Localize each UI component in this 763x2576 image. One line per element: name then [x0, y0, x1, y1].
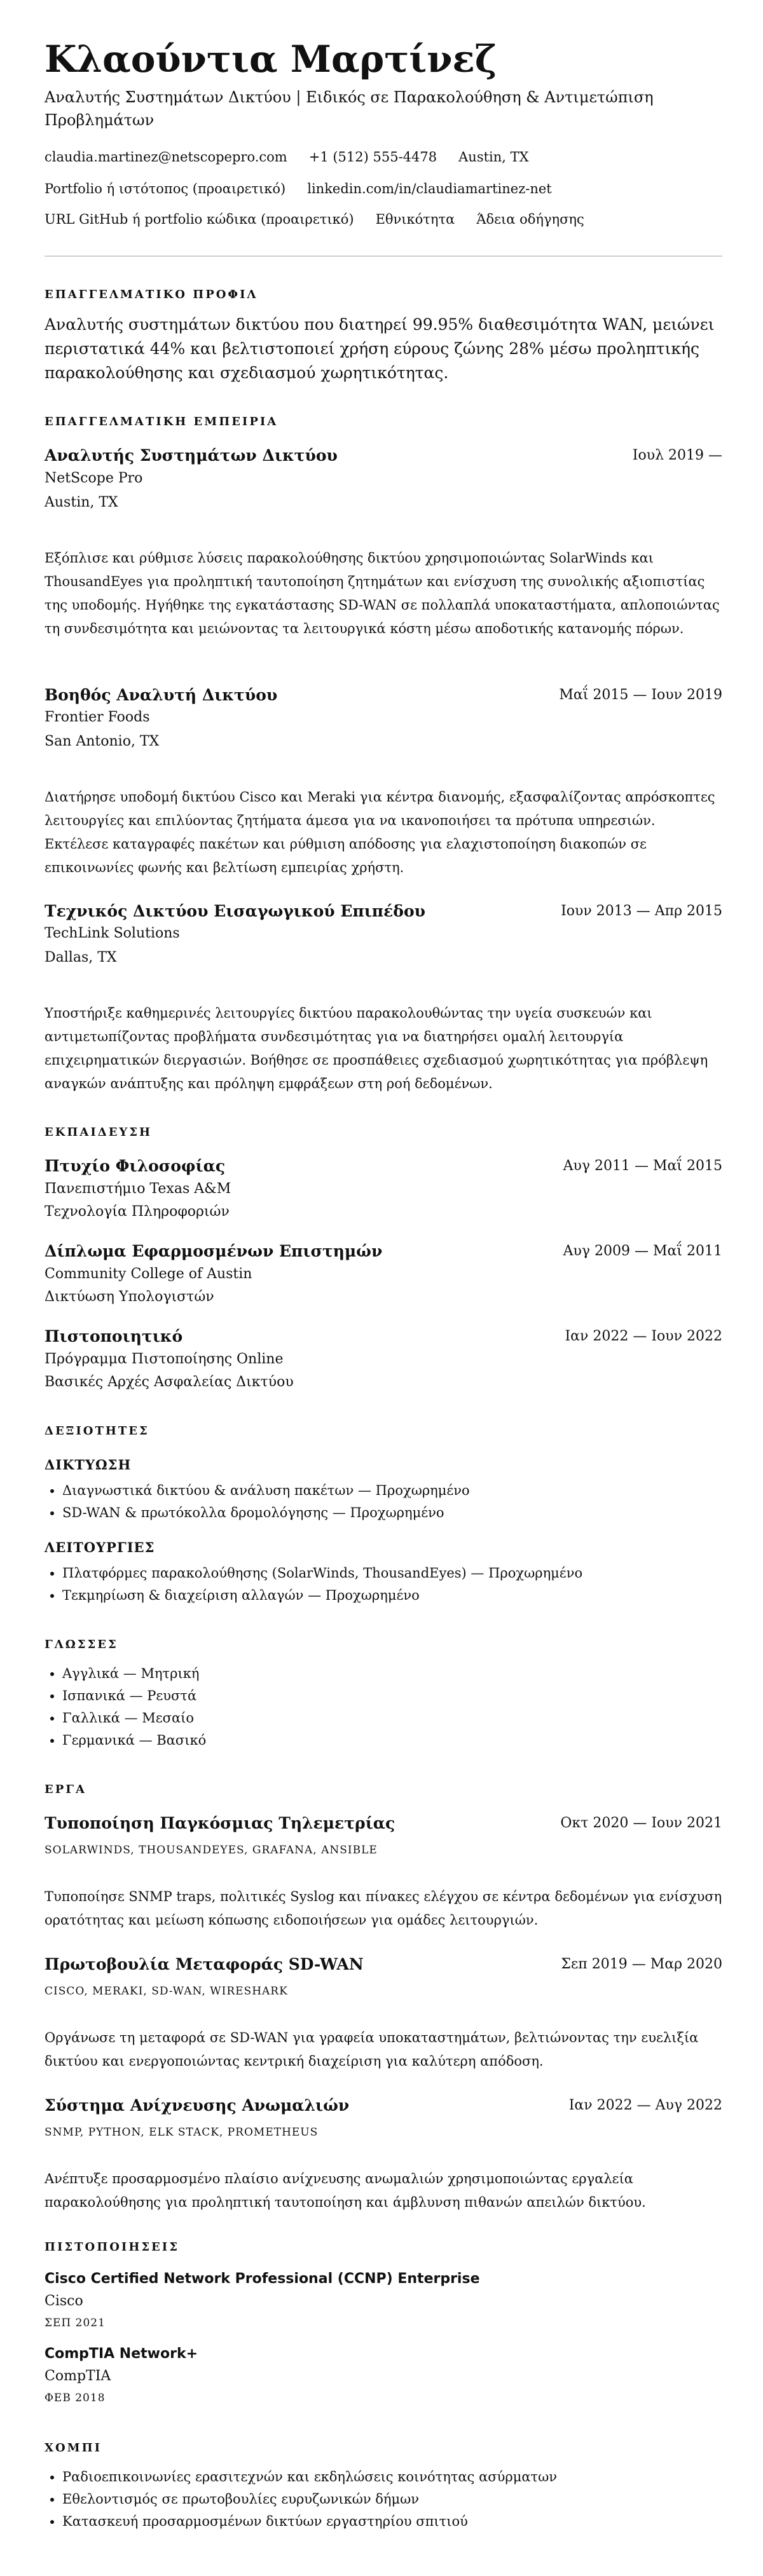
project-dates: Σεπ 2019 — Μαρ 2020 — [561, 1956, 722, 1972]
experience-description: Υποστήριξε καθημερινές λειτουργίες δικτύου παρακολουθώντας την υγεία συσκευών και αντιμετωπίζοντας προβλήματα συνδεσιμότητας για να διατηρήσει ομαλή λειτουργία επιχειρηματικών διεργασιών. Βοήθησε σε προσπάθειες σχεδιασμού χωρητικότητας για πρόβλεψη αναγκών ανάπτυξης και πρόληψη εμφράξεων στη ροή δεδομένων. — [45, 1005, 708, 1091]
skill-item: • SD-WAN & πρωτόκολλα δρομολόγησης — Προχωρημένο — [62, 1502, 470, 1524]
experience-role: Αναλυτής Συστημάτων Δικτύου — [45, 446, 338, 465]
education-field: Βασικές Αρχές Ασφαλείας Δικτύου — [45, 1374, 294, 1390]
contact-row-1 — [45, 147, 529, 167]
project-description: Οργάνωσε τη μεταφορά σε SD-WAN για γραφεία υποκαταστημάτων, βελτιώνοντας την ευελιξία δικτύου και ενεργοποιώντας κεντρική διαχείριση για καλύτερη απόδοση. — [45, 2030, 699, 2069]
languages-section-title: ΓΛΩΣΣΕΣ — [45, 1638, 118, 1651]
hobby-item: • Κατασκευή προσαρμοσμένων δικτύων εργαστηρίου σπιτιού — [62, 2511, 557, 2533]
education-dates: Ιαν 2022 — Ιουν 2022 — [565, 1328, 722, 1344]
experience-company: NetScope Pro — [45, 470, 143, 486]
github-link[interactable]: URL GitHub ή portfolio κώδικα (προαιρετικό) — [45, 212, 354, 227]
header-divider — [45, 256, 722, 257]
experience-dates: Ιουν 2013 — Απρ 2015 — [561, 903, 722, 919]
project-name: Σύστημα Ανίχνευσης Ανωμαλιών — [45, 2096, 350, 2115]
summary-text: Αναλυτής συστημάτων δικτύου που διατηρεί 99.95% διαθεσιμότητα WAN, μειώνει περιστατικά 44% και βελτιστοποιεί χρήση εύρους ζώνης 28% μέσω προληπτικής παρακολούθησης και σχεδιασμού χωρητικότητας. — [45, 315, 715, 382]
certification-name: CompTIA Network+ — [45, 2346, 198, 2362]
education-field: Δικτύωση Υπολογιστών — [45, 1289, 214, 1305]
skill-item: • Πλατφόρμες παρακολούθησης (SolarWinds, ThousandEyes) — Προχωρημένο — [62, 1562, 582, 1584]
education-dates: Αυγ 2011 — Μαΐ 2015 — [563, 1158, 722, 1174]
education-school: Community College of Austin — [45, 1266, 252, 1282]
experience-company: TechLink Solutions — [45, 925, 180, 941]
education-degree: Πτυχίο Φιλοσοφίας — [45, 1157, 226, 1175]
language-list — [45, 1663, 206, 1752]
candidate-name: Κλαούντια Μαρτίνεζ — [45, 37, 497, 81]
project-dates: Ιαν 2022 — Αυγ 2022 — [568, 2097, 722, 2113]
education-degree: Δίπλωμα Εφαρμοσμένων Επιστημών — [45, 1242, 383, 1260]
experience-role: Τεχνικός Δικτύου Εισαγωγικού Επιπέδου — [45, 902, 425, 920]
certification-name: Cisco Certified Network Professional (CCNP) Enterprise — [45, 2271, 480, 2287]
certification-issuer: CompTIA — [45, 2368, 111, 2384]
project-name: Πρωτοβουλία Μεταφοράς SD-WAN — [45, 1955, 364, 1973]
experience-description: Διατήρησε υποδομή δικτύου Cisco και Meraki για κέντρα διανομής, εξασφαλίζοντας απρόσκοπτες λειτουργίες και επιλύοντας ζητήματα άμεσα για να ικανοποιήσει τα πρότυπα υπηρεσιών. Εκτέλεσε καταγραφές πακέτων και ρύθμιση απόδοσης για ελαχιστοποίηση διακοπών σε επικοινωνίες φωνής και βελτίωση εμπειρίας χρήστη. — [45, 789, 715, 875]
hobby-list — [45, 2466, 557, 2533]
certification-issuer: Cisco — [45, 2293, 83, 2309]
experience-company: Frontier Foods — [45, 709, 150, 725]
experience-section-title: ΕΠΑΓΓΕΛΜΑΤΙΚΗ ΕΜΠΕΙΡΙΑ — [45, 415, 278, 428]
phone: +1 (512) 555-4478 — [308, 149, 437, 165]
summary-section-title: ΕΠΑΓΓΕΛΜΑΤΙΚΟ ΠΡΟΦΙΛ — [45, 288, 258, 301]
projects-section-title: ΕΡΓΑ — [45, 1783, 86, 1796]
project-description: Τυποποίησε SNMP traps, πολιτικές Syslog και πίνακες ελέγχου σε κέντρα δεδομένων για ενίσχυση ορατότητας και μείωση κόπωσης ειδοποιήσεων για ομάδες λειτουργιών. — [45, 1889, 722, 1928]
project-tags: SNMP, PYTHON, ELK STACK, PROMETHEUS — [45, 2126, 319, 2139]
hobbies-section-title: ΧΟΜΠΙ — [45, 2441, 102, 2455]
education-school: Πρόγραμμα Πιστοποίησης Online — [45, 1351, 284, 1367]
hobby-item: • Εθελοντισμός σε πρωτοβουλίες ευρυζωνικών δήμων — [62, 2488, 557, 2511]
portfolio-link[interactable]: Portfolio ή ιστότοπος (προαιρετικό) — [45, 181, 286, 196]
project-tags: CISCO, MERAKI, SD-WAN, WIRESHARK — [45, 1985, 288, 1998]
project-description: Ανέπτυξε προσαρμοσμένο πλαίσιο ανίχνευσης ανωμαλιών χρησιμοποιώντας εργαλεία παρακολούθησης για προληπτική ταυτοποίηση και άμβλυνση πιθανών απειλών δικτύου. — [45, 2171, 646, 2210]
education-school: Πανεπιστήμιο Texas A&M — [45, 1181, 231, 1197]
email-link[interactable]: claudia.martinez@netscopepro.com — [45, 149, 287, 165]
language-item: • Γαλλικά — Μεσαίο — [62, 1707, 206, 1729]
experience-location: Dallas, TX — [45, 950, 117, 965]
experience-dates: Μαΐ 2015 — Ιουν 2019 — [559, 687, 722, 703]
contact-row-3 — [45, 210, 584, 229]
linkedin-link[interactable]: linkedin.com/in/claudiamartinez-net — [307, 181, 552, 196]
education-section-title: ΕΚΠΑΙΔΕΥΣΗ — [45, 1126, 153, 1139]
location: Austin, TX — [458, 149, 529, 165]
skill-item: • Διαγνωστικά δικτύου & ανάλυση πακέτων — Προχωρημένο — [62, 1480, 470, 1502]
project-dates: Οκτ 2020 — Ιουν 2021 — [560, 1815, 722, 1831]
contact-row-2 — [45, 179, 552, 198]
skill-list — [45, 1562, 582, 1607]
experience-role: Βοηθός Αναλυτή Δικτύου — [45, 686, 278, 704]
certification-date: ΦΕΒ 2018 — [45, 2392, 106, 2404]
education-degree: Πιστοποιητικό — [45, 1327, 183, 1346]
hobby-item: • Ραδιοεπικοινωνίες ερασιτεχνών και εκδηλώσεις κοινότητας ασύρματων — [62, 2466, 557, 2488]
skills-section-title: ΔΕΞΙΟΤΗΤΕΣ — [45, 1424, 149, 1438]
experience-location: San Antonio, TX — [45, 733, 160, 749]
language-item: • Αγγλικά — Μητρική — [62, 1663, 206, 1685]
experience-location: Austin, TX — [45, 494, 118, 510]
skill-group-name: ΔΙΚΤΥΩΣΗ — [45, 1457, 132, 1473]
education-field: Τεχνολογία Πληροφοριών — [45, 1204, 230, 1220]
language-item: • Γερμανικά — Βασικό — [62, 1729, 206, 1752]
education-dates: Αυγ 2009 — Μαΐ 2011 — [563, 1243, 722, 1259]
driving-license: Άδεια οδήγησης — [476, 212, 584, 227]
headline: Αναλυτής Συστημάτων Δικτύου | Ειδικός σε Παρακολούθηση & Αντιμετώπιση Προβλημάτων — [45, 88, 654, 129]
language-item: • Ισπανικά — Ρευστά — [62, 1685, 206, 1707]
experience-description: Εξόπλισε και ρύθμισε λύσεις παρακολούθησης δικτύου χρησιμοποιώντας SolarWinds και ThousandEyes για προληπτική ταυτοποίηση ζητημάτων και ενίσχυση της συνολικής αξιοπιστίας της υποδομής. Ηγήθηκε της εγκατάστασης SD-WAN σε πολλαπλά υποκαταστήματα, απλοποιώντας τη συνδεσιμότητα και μειώνοντας τα λειτουργικά κόστη μέσω αποδοτικής κατανομής πόρων. — [45, 550, 720, 636]
certification-date: ΣΕΠ 2021 — [45, 2317, 106, 2329]
certifications-section-title: ΠΙΣΤΟΠΟΙΗΣΕΙΣ — [45, 2240, 179, 2254]
skill-item: • Τεκμηρίωση & διαχείριση αλλαγών — Προχωρημένο — [62, 1584, 582, 1607]
ethnicity: Εθνικότητα — [375, 212, 455, 227]
project-tags: SOLARWINDS, THOUSANDEYES, GRAFANA, ANSIBLE — [45, 1844, 378, 1857]
project-name: Τυποποίηση Παγκόσμιας Τηλεμετρίας — [45, 1814, 395, 1832]
skill-list — [45, 1480, 470, 1524]
experience-dates: Ιουλ 2019 — — [632, 447, 722, 463]
skill-group-name: ΛΕΙΤΟΥΡΓΙΕΣ — [45, 1539, 155, 1555]
